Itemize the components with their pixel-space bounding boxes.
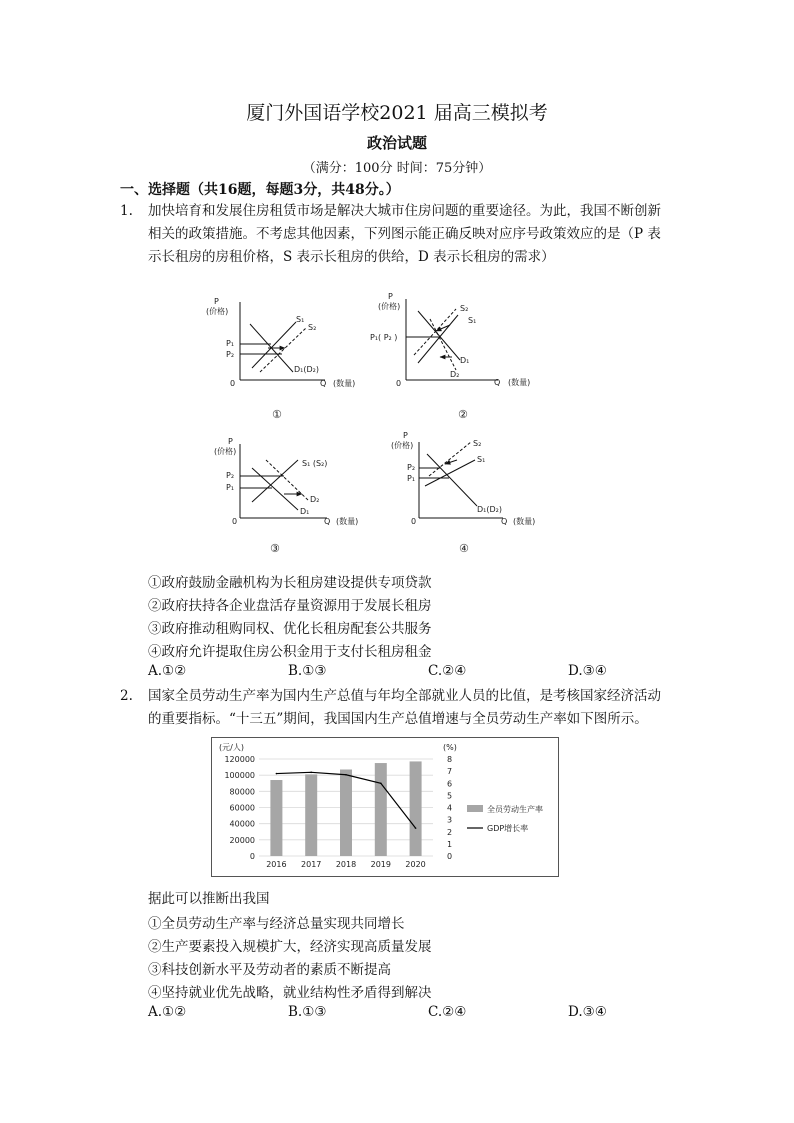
curve-label: S₁ (296, 315, 305, 324)
x-tick-label: 2018 (335, 860, 357, 869)
curve-label: S₁ (S₂) (302, 459, 328, 468)
left-tick-label: 20000 (229, 835, 255, 845)
left-tick-label: 80000 (229, 787, 255, 797)
axis-p-label: P (388, 292, 393, 301)
right-tick-label: 2 (447, 827, 453, 837)
question-2-stem (148, 685, 688, 731)
section-heading: 一、选择题（共16题，每题3分，共48分。） (120, 182, 400, 198)
supply-demand-graph-3 (212, 432, 372, 562)
answer-choice-d: D.③④ (568, 663, 607, 679)
origin-label: 0 (411, 517, 417, 526)
curve-label: D₁ (460, 356, 470, 365)
option-item: ④坚持就业优先战略，就业结构性矛盾得到解决 (148, 985, 432, 1001)
chart-right-axis-label: (%) (443, 743, 457, 752)
axis-quantity-label: (数量) (513, 517, 536, 526)
exam-meta: （满分：100分 时间：75分钟） (302, 161, 492, 176)
curve-label: D₂ (310, 495, 320, 504)
question-1-line: 加快培育和发展住房租赁市场是解决大城市住房问题的重要途径。为此，我国不断创新 (148, 203, 661, 219)
left-tick-label: 0 (249, 852, 255, 861)
left-tick-label: 40000 (229, 819, 255, 829)
productivity-gdp-chart (211, 737, 559, 877)
right-tick-label: 3 (447, 815, 453, 825)
price-label: P₁ (226, 339, 235, 348)
right-tick-label: 8 (447, 755, 453, 764)
question-2-number: 2. (120, 688, 133, 704)
bar-productivity (375, 763, 387, 856)
left-tick-label: 60000 (229, 803, 255, 813)
graph-caption: ④ (459, 542, 469, 555)
origin-label: 0 (230, 379, 236, 388)
supply-curve-s2 (429, 442, 471, 476)
curve-label: S₂ (460, 304, 469, 313)
question-2-lead: 据此可以推断出我国 (148, 891, 270, 907)
point-gdp-growth (276, 773, 278, 775)
supply-curve-s1 (252, 322, 296, 368)
supply-curve-s1 (418, 315, 458, 363)
answer-choice-c: C.②④ (428, 1004, 467, 1020)
point-gdp-growth (380, 782, 382, 784)
graph-caption: ① (272, 408, 282, 421)
bar-productivity (270, 780, 282, 856)
right-tick-label: 5 (447, 791, 453, 801)
option-item: ④政府允许提取住房公积金用于支付长租房租金 (148, 644, 432, 660)
axis-p-label: P (228, 437, 233, 446)
question-1-number: 1. (120, 203, 133, 219)
legend-label: 全员劳动生产率 (487, 805, 543, 814)
exam-title: 厦门外国语学校2021 届高三模拟考 (246, 102, 548, 124)
right-tick-label: 6 (447, 779, 453, 789)
option-item: ②政府扶持各企业盘活存量资源用于发展长租房 (148, 598, 432, 614)
origin-label: 0 (232, 517, 238, 526)
supply-curve (252, 460, 298, 502)
question-2-line: 国家全员劳动生产率为国内生产总值与年均全部就业人员的比值，是考核国家经济活动 (148, 688, 661, 704)
answer-choice-a: A.①② (148, 663, 187, 679)
bar-productivity (340, 770, 352, 856)
axis-price-label: (价格) (391, 441, 414, 450)
x-tick-label: 2020 (405, 860, 426, 869)
option-item: ③政府推动租购同权、优化长租房配套公共服务 (148, 621, 432, 637)
axis-price-label: (价格) (214, 447, 237, 456)
price-label: P₁( P₂ ) (370, 333, 398, 342)
question-1-stem (148, 200, 688, 269)
axis-p-label: P (403, 431, 408, 440)
option-item: ①政府鼓励金融机构为长租房建设提供专项贷款 (148, 575, 432, 591)
left-tick-label: 120000 (224, 755, 255, 764)
answer-choice-c: C.②④ (428, 663, 467, 679)
supply-curve-s1 (425, 460, 475, 486)
x-tick-label: 2016 (266, 860, 287, 869)
axis-q-label: Q (501, 517, 508, 526)
graph-caption: ② (458, 408, 468, 421)
axis-p-label: P (214, 297, 219, 306)
option-item: ①全员劳动生产率与经济总量实现共同增长 (148, 916, 405, 932)
right-tick-label: 4 (447, 803, 453, 813)
answer-choice-a: A.①② (148, 1004, 187, 1020)
answer-choice-b: B.①③ (288, 1004, 327, 1020)
curve-label: S₂ (473, 439, 482, 448)
curve-label: S₁ (468, 316, 477, 325)
exam-subject: 政治试题 (366, 134, 427, 152)
point-gdp-growth (310, 772, 312, 774)
demand-curve-d1 (418, 311, 460, 360)
supply-demand-graph-4 (385, 428, 555, 562)
right-tick-label: 0 (447, 852, 453, 861)
price-label: P₂ (226, 471, 235, 480)
price-label: P₂ (407, 463, 416, 472)
x-tick-label: 2019 (370, 860, 391, 869)
axis-quantity-label: (数量) (508, 378, 531, 387)
answer-choice-b: B.①③ (288, 663, 327, 679)
curve-label: D₁(D₂) (294, 365, 319, 374)
curve-label: D₁ (300, 507, 310, 516)
demand-curve-d1 (252, 468, 298, 510)
curve-label: S₂ (308, 323, 317, 332)
question-1-line: 示长租房的房租价格，S 表示长租房的供给，D 表示长租房的需求） (148, 249, 555, 265)
price-label: P₁ (407, 474, 416, 483)
bar-productivity (305, 774, 317, 856)
option-item: ③科技创新水平及劳动者的素质不断提高 (148, 962, 391, 978)
curve-label: D₁(D₂) (477, 505, 502, 514)
question-2-line: 的重要指标。“十三五”期间，我国国内生产总值增速与全员劳动生产率如下图所示。 (148, 711, 648, 727)
point-gdp-growth (345, 774, 347, 776)
option-item: ②生产要素投入规模扩大，经济实现高质量发展 (148, 939, 432, 955)
origin-label: 0 (396, 379, 402, 388)
price-label: P₁ (226, 483, 235, 492)
question-1-line: 相关的政策措施。不考虑其他因素，下列图示能正确反映对应序号政策效应的是（P 表 (148, 226, 661, 242)
supply-demand-graph-1 (200, 290, 360, 425)
legend-label: GDP增长率 (487, 824, 529, 833)
right-tick-label: 1 (447, 839, 453, 849)
axis-q-label: Q (324, 517, 331, 526)
axis-price-label: (价格) (206, 307, 229, 316)
right-tick-label: 7 (447, 767, 453, 777)
curve-label: S₁ (477, 455, 486, 464)
curve-label: D₂ (450, 370, 460, 379)
chart-left-axis-label: (元/人) (219, 743, 244, 752)
graph-caption: ③ (270, 542, 280, 555)
answer-choice-d: D.③④ (568, 1004, 607, 1020)
axis-quantity-label: (数量) (333, 379, 356, 388)
left-tick-label: 100000 (224, 771, 255, 781)
axis-q-label: Q (320, 379, 327, 388)
axis-q-label: Q (494, 378, 501, 387)
legend-bar-swatch (467, 805, 483, 812)
bar-productivity (410, 761, 422, 856)
price-label: P₂ (226, 350, 235, 359)
supply-demand-graph-2 (370, 285, 550, 425)
axis-price-label: (价格) (378, 302, 401, 311)
axis-quantity-label: (数量) (336, 517, 359, 526)
x-tick-label: 2017 (301, 860, 322, 869)
point-gdp-growth (415, 827, 417, 829)
